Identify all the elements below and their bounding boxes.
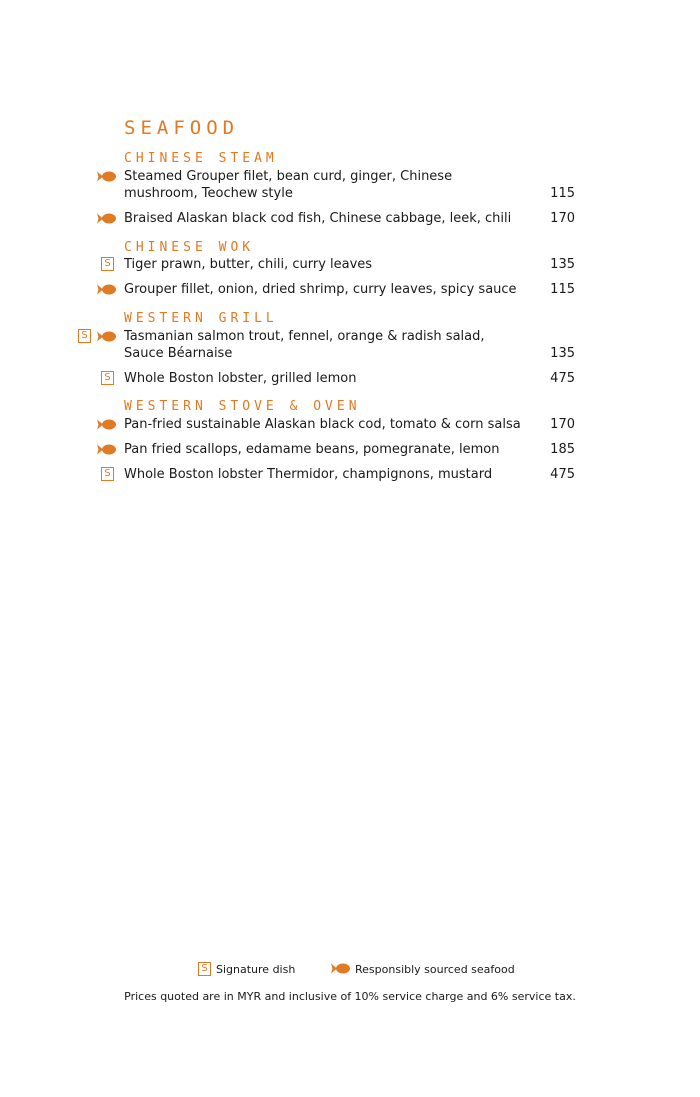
- signature-icon: S: [101, 257, 114, 271]
- menu-title: SEAFOOD: [124, 117, 240, 139]
- fish-icon: [97, 283, 117, 296]
- item-description: Tiger prawn, butter, chili, curry leaves: [124, 257, 373, 272]
- signature-icon: S: [101, 467, 114, 481]
- section-title: CHINESE WOK: [124, 240, 255, 255]
- fish-icon: [97, 443, 117, 456]
- legend: [0, 961, 700, 979]
- item-price: 475: [550, 371, 575, 386]
- item-description: Pan-fried sustainable Alaskan black cod, tomato & corn salsa: [124, 417, 521, 432]
- item-price: 185: [550, 442, 575, 457]
- item-price: 170: [550, 417, 575, 432]
- legend-signature-label: Signature dish: [216, 963, 296, 976]
- fish-icon: [97, 330, 117, 343]
- item-description: Whole Boston lobster, grilled lemon: [124, 371, 357, 386]
- signature-icon: S: [78, 329, 91, 343]
- fish-icon: [97, 418, 117, 431]
- section-title: WESTERN GRILL: [124, 311, 278, 326]
- item-price: 170: [550, 211, 575, 226]
- fish-icon: [331, 962, 351, 975]
- fish-icon: [97, 170, 117, 183]
- item-description: Braised Alaskan black cod fish, Chinese cabbage, leek, chili: [124, 211, 512, 226]
- section-title: CHINESE STEAM: [124, 151, 278, 166]
- item-price: 475: [550, 467, 575, 482]
- item-price: 115: [550, 186, 575, 201]
- item-description: Steamed Grouper filet, bean curd, ginger, Chinese mushroom, Teochew style: [124, 169, 453, 201]
- item-description: Grouper fillet, onion, dried shrimp, curry leaves, spicy sauce: [124, 282, 517, 297]
- item-price: 135: [550, 257, 575, 272]
- price-footnote: Prices quoted are in MYR and inclusive of 10% service charge and 6% service tax.: [124, 990, 576, 1003]
- item-description: Whole Boston lobster Thermidor, champignons, mustard: [124, 467, 493, 482]
- fish-icon: [97, 212, 117, 225]
- section-title: WESTERN STOVE & OVEN: [124, 399, 361, 414]
- signature-icon: S: [101, 371, 114, 385]
- item-price: 135: [550, 346, 575, 361]
- item-price: 115: [550, 282, 575, 297]
- signature-icon: S: [198, 962, 211, 976]
- item-description: Tasmanian salmon trout, fennel, orange & radish salad, Sauce Béarnaise: [124, 329, 485, 361]
- legend-sustainable-label: Responsibly sourced seafood: [355, 963, 515, 976]
- item-description: Pan fried scallops, edamame beans, pomegranate, lemon: [124, 442, 500, 457]
